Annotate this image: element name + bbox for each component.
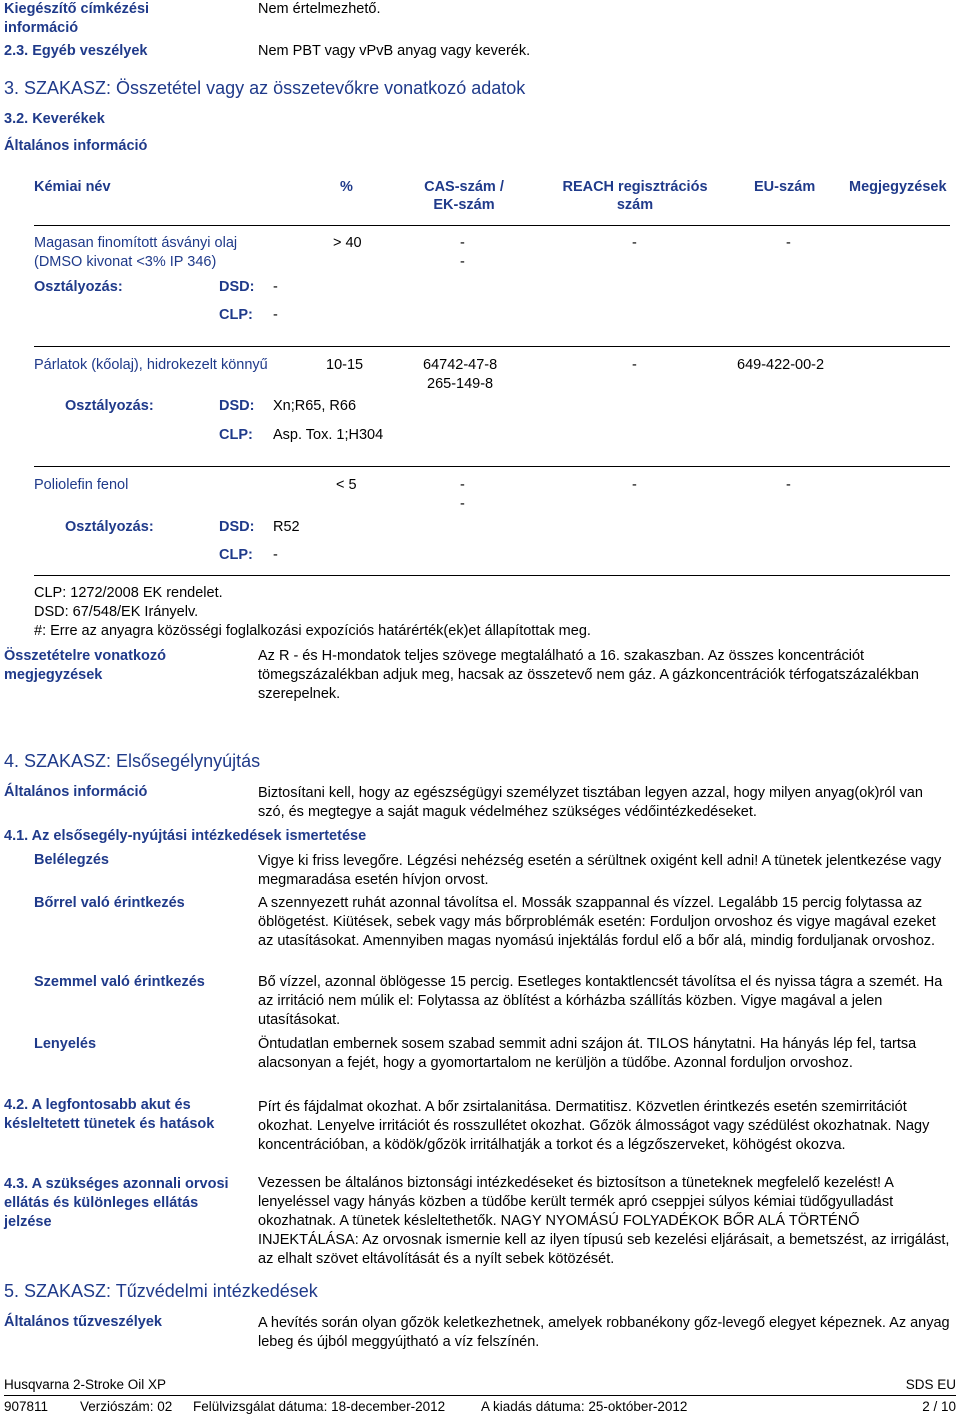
row-divider (34, 466, 950, 467)
col-header-cas (418, 178, 510, 214)
row-2-clp-value: Asp. Tox. 1;H304 (273, 427, 384, 443)
row-divider (34, 346, 950, 347)
skin-contact-label: Bőrrel való érintkezés (34, 895, 185, 911)
row-1-classification-label: Osztályozás: (34, 279, 123, 295)
inhalation-text: Vigye ki friss levegőre. Légzési nehézség esetén a sérültnek oxigént kell adni! A tünetek jelentkezése vagy megmaradása esetén hívjon orvost. (258, 853, 942, 888)
section-3-2-heading: 3.2. Keverékek (4, 111, 105, 127)
section-3-title: 3. SZAKASZ: Összetétel vagy az összetevőkre vonatkozó adatok (4, 78, 526, 98)
row-2-percent: 10-15 (326, 357, 364, 373)
row-3-clp-label: CLP: (219, 547, 253, 563)
other-hazards-value: Nem PBT vagy vPvB anyag vagy keverék. (258, 43, 531, 59)
row-2-dsd-label: DSD: (219, 398, 255, 414)
other-hazards-heading: 2.3. Egyéb veszélyek (4, 43, 148, 59)
row-2-cas-value: 64742-47-8 (423, 357, 498, 373)
composition-comments-label-line1: Összetételre vonatkozó (4, 648, 166, 664)
eye-contact-label: Szemmel való érintkezés (34, 974, 205, 990)
ingestion-text: Öntudatlan embernek sosem szabad semmit adni szájon át. TILOS hánytatni. Ha hányás lép fel, tartsa alacsonyan a fejét, hogy a gyomortartalom ne kerüljön a tüdőbe. Azonnal forduljon orvoshoz. (258, 1036, 917, 1071)
section-5-general-label: Általános tűzveszélyek (4, 1314, 162, 1330)
section-4-general-text: Biztosítani kell, hogy az egészségügyi személyzet tisztában legyen azzal, hogy milyen anyag(ok)ról van szó, és megtegye a saját maguk védelméhez szükséges védőintézkedéseket. (258, 785, 923, 820)
row-1-eu: - (786, 235, 791, 251)
row-1-cas-value: - (460, 235, 465, 251)
row-1-dsd-label: DSD: (219, 279, 255, 295)
footer-version: Verziószám: 02 (80, 1399, 173, 1414)
footer-page-number: 2 / 10 (922, 1399, 956, 1414)
col-header-cas-line1: CAS-szám / (424, 179, 504, 195)
row-3-ek-value: - (460, 496, 465, 512)
row-1-name-line1: Magasan finomított ásványi olaj (34, 235, 238, 251)
row-3-chemical-name: Poliolefin fenol (34, 477, 129, 493)
col-header-name: Kémiai név (34, 179, 111, 195)
section-4-1-heading: 4.1. Az elsősegély-nyújtási intézkedések ismertetése (4, 828, 367, 844)
general-info-heading: Általános információ (4, 138, 148, 154)
composition-comments-label-line2: megjegyzések (4, 667, 103, 683)
row-3-cas-value: - (460, 477, 465, 493)
section-4-3-heading: 4.3. A szükséges azonnali orvosi ellátás és különleges ellátás jelzése (4, 1176, 229, 1230)
row-2-clp-label: CLP: (219, 427, 253, 443)
row-1-reach: - (632, 235, 637, 251)
row-2-classification-label: Osztályozás: (65, 398, 154, 414)
col-header-percent: % (340, 179, 353, 195)
section-5-title: 5. SZAKASZ: Tűzvédelmi intézkedések (4, 1281, 318, 1301)
row-3-classification-label: Osztályozás: (65, 519, 154, 535)
eye-contact-text: Bő vízzel, azonnal öblögesse 15 percig. Esetleges kontaktlencsét távolítsa el és nyissa tágra a szemét. Ha az irritáció nem múlik el: Folytassa az öblítést a kórházba szállítás közben. Vigye magával a jelen utasításokat. (258, 974, 943, 1028)
supplementary-label-value: Nem értelmezhető. (258, 1, 381, 17)
row-1-percent: > 40 (333, 235, 362, 251)
row-2-reach: - (632, 357, 637, 373)
row-1-clp-value: - (273, 307, 278, 323)
footnote-clp: CLP: 1272/2008 EK rendelet. (34, 585, 223, 601)
section-4-3-text: Vezessen be általános biztonsági intézkedéseket és biztosítson a tüneteknek megfelelő kezelést! A lenyeléssel vagy hányás közben a tüdőbe került termék apró cseppjei súlyos kémiai tüdőgyulladást okozhatnak. A tünetek késleltethetők. NAGY NYOMÁSÚ FOLYADÉKOK BŐR ALÁ TÖRTÉNŐ INJEKTÁLÁSA: Az orvosnak ismernie kell az ilyen típusú seb kezelési eljárásait, a bemetszést, az irrigálást, az elhalt szövet eltávolítását és a nyílt sebek kötözését. (258, 1175, 950, 1267)
row-1-name-line2: (DMSO kivonat <3% IP 346) (34, 254, 217, 270)
row-3-reach: - (632, 477, 637, 493)
row-2-ek-value: 265-149-8 (427, 376, 494, 392)
section-4-general-label: Általános információ (4, 784, 148, 800)
row-2-dsd-value: Xn;R65, R66 (273, 398, 357, 414)
row-1-cas (460, 234, 465, 272)
row-3-dsd-value: R52 (273, 519, 300, 535)
footnote-hash: #: Erre az anyagra közösségi foglalkozási expozíciós határérték(ek)et állapítottak meg. (34, 623, 591, 639)
row-1-dsd-value: - (273, 279, 278, 295)
footer-divider (4, 1395, 956, 1396)
composition-comments-label (4, 647, 166, 685)
row-1-chemical-name (34, 234, 237, 272)
skin-contact-text: A szennyezett ruhát azonnal távolítsa el. Mossák szappannal és vízzel. Legalább 15 percig folytassa az öblögetést. Kiütések, sebek vagy más bőrproblémák esetén: Forduljon orvoshoz és vigye magával ezeket az utasításokat. Amennyiben magas nyomású injektálás fordul elő a bőr alá, mindig forduljanak orvoshoz. (258, 895, 936, 949)
composition-comments-text: Az R - és H-mondatok teljes szövege megtalálható a 16. szakaszban. Az összes koncentrációt tömegszázalékban adjuk meg, hacsak az összetevő nem gáz. A gázkoncentrációk térfogatszázalékban szerepelnek. (258, 648, 919, 702)
footer-code: 907811 (4, 1399, 49, 1414)
col-header-reach-line2: szám (616, 197, 654, 213)
row-1-ek-value: - (460, 254, 465, 270)
supplementary-label-heading (4, 0, 184, 38)
row-2-eu: 649-422-00-2 (737, 357, 825, 373)
footer-doc-type: SDS EU (905, 1377, 956, 1392)
row-2-chemical-name: Párlatok (kőolaj), hidrokezelt könnyű (34, 357, 268, 373)
table-header-divider (34, 225, 950, 226)
row-3-eu: - (786, 477, 791, 493)
footer-issue-date: A kiadás dátuma: 25-október-2012 (481, 1399, 688, 1414)
footer-product-name: Husqvarna 2-Stroke Oil XP (4, 1377, 167, 1392)
table-bottom-divider (34, 575, 950, 576)
footnote-dsd: DSD: 67/548/EK Irányelv. (34, 604, 199, 620)
row-1-clp-label: CLP: (219, 307, 253, 323)
section-4-2-heading: 4.2. A legfontosabb akut és késleltetett tünetek és hatások (4, 1097, 215, 1132)
row-3-clp-value: - (273, 547, 278, 563)
inhalation-label: Belélegzés (34, 852, 109, 868)
col-header-notes: Megjegyzések (849, 179, 947, 195)
col-header-reach-line1: REACH regisztrációs (562, 179, 708, 195)
footer-revision-date: Felülvizsgálat dátuma: 18-december-2012 (193, 1399, 446, 1414)
row-3-dsd-label: DSD: (219, 519, 255, 535)
row-3-cas (460, 476, 465, 514)
ingestion-label: Lenyelés (34, 1036, 97, 1052)
col-header-eu: EU-szám (754, 179, 816, 195)
section-5-general-text: A hevítés során olyan gőzök keletkezhetnek, amelyek robbanékony gőz-levegő elegyet képeznek. Az anyag lebeg és újból meggyújtható a víz felszínén. (258, 1315, 950, 1350)
section-4-title: 4. SZAKASZ: Elsősegélynyújtás (4, 751, 261, 771)
row-2-cas (423, 356, 497, 394)
col-header-cas-line2: EK-szám (433, 197, 495, 213)
section-4-2-text: Pírt és fájdalmat okozhat. A bőr zsirtalanitása. Dermatitisz. Közvetlen érintkezés esetén szemirritációt okozhat. Lenyelve irritációt és rosszullétet okozhat. Gőzök álmosságot vagy szédülést okozhatnak. Nagy koncentrációban, a ködök/gőzök irritálhatják a torkot és a légzőszerveket, köhögést okozva. (258, 1099, 930, 1153)
row-3-percent: < 5 (336, 477, 357, 493)
supplementary-label-text: Kiegészítő címkézési információ (4, 1, 150, 36)
col-header-reach (550, 178, 720, 214)
